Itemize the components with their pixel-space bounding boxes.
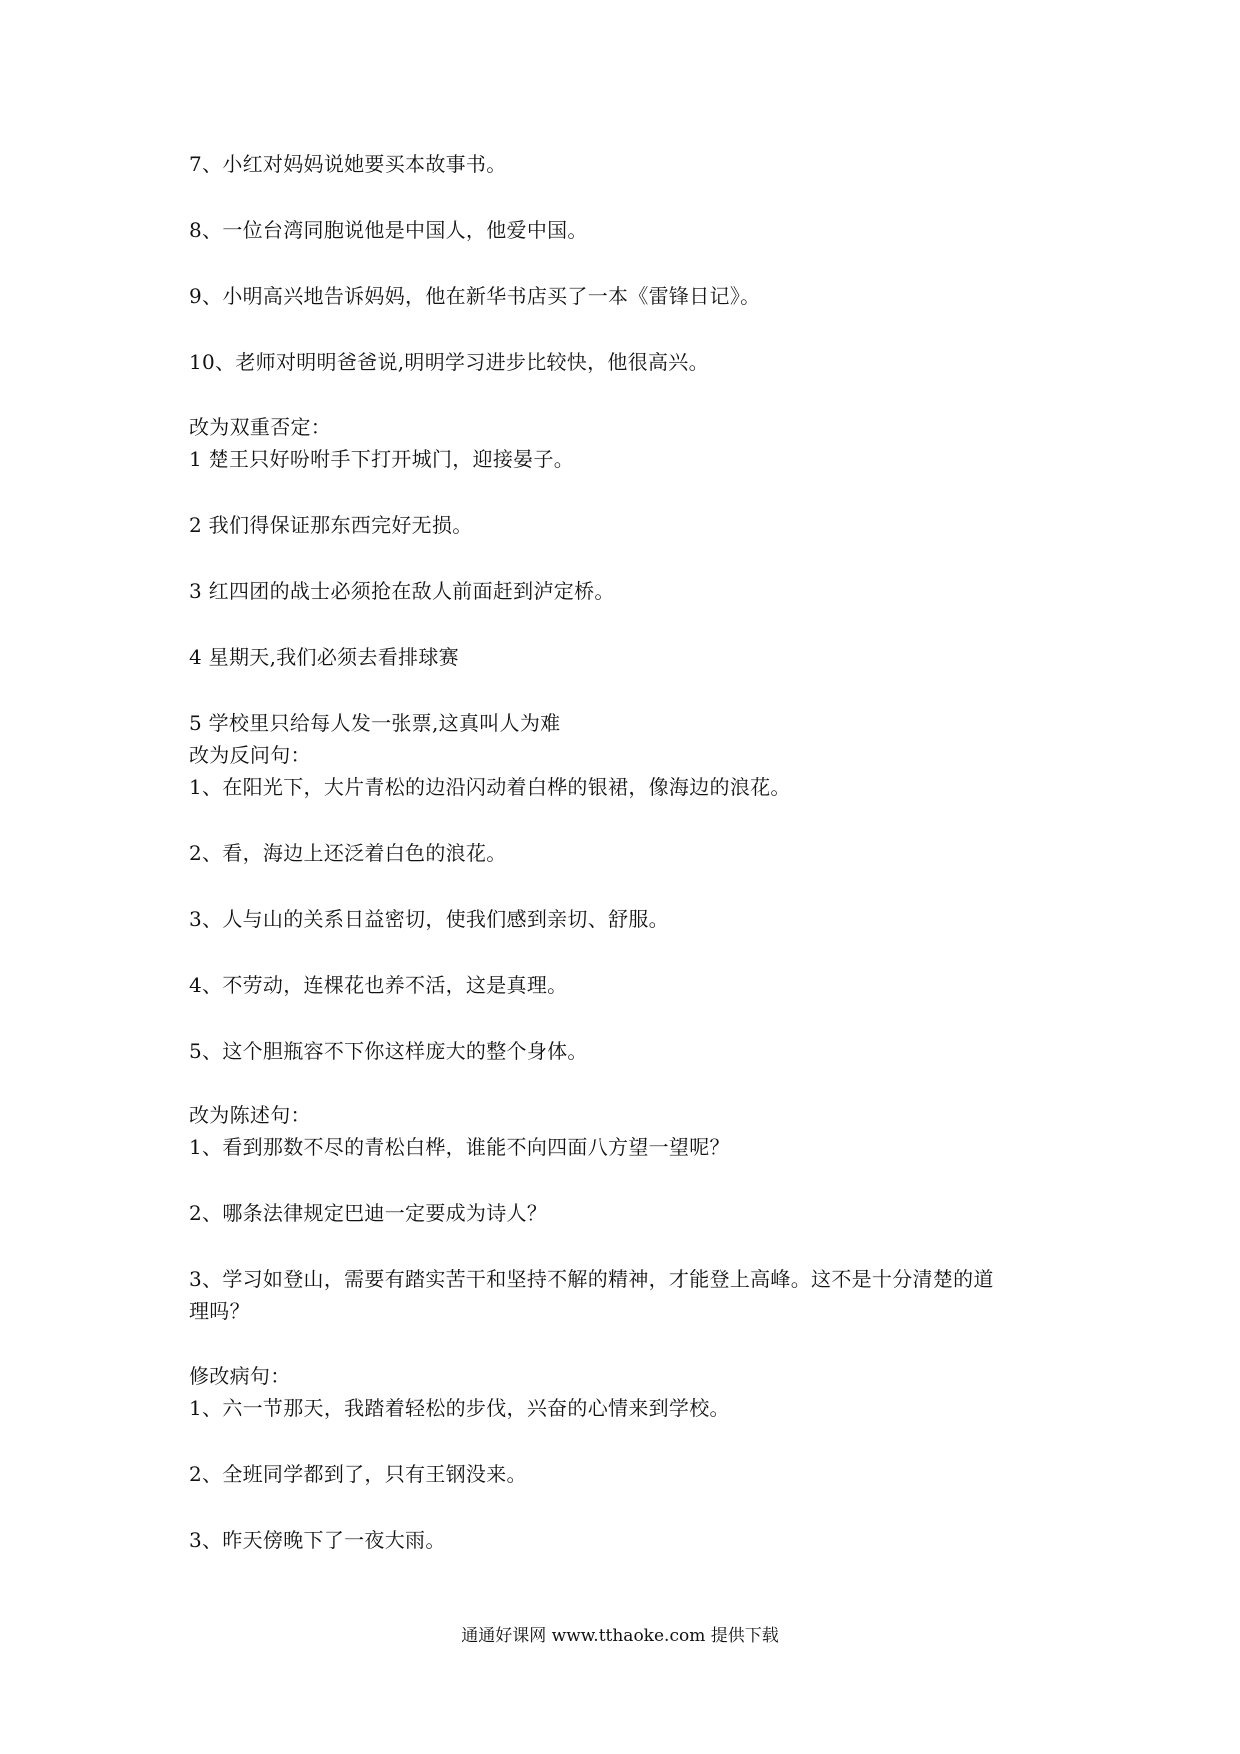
declarative-item-3: 3、学习如登山，需要有踏实苦干和坚持不解的精神，才能登上高峰。这不是十分清楚的道 — [189, 1267, 994, 1291]
rhetorical-item-3: 3、人与山的关系日益密切，使我们感到亲切、舒服。 — [189, 907, 669, 931]
declarative-heading: 改为陈述句： — [189, 1103, 311, 1127]
sentence-item-7: 7、小红对妈妈说她要买本故事书。 — [189, 152, 507, 176]
double-negative-item-4: 4 星期天,我们必须去看排球赛 — [189, 645, 459, 669]
double-negative-item-2: 2 我们得保证那东西完好无损。 — [189, 513, 473, 537]
corrections-heading: 修改病句： — [189, 1364, 291, 1388]
page-footer: 通通好课网 www.tthaoke.com 提供下载 — [461, 1626, 779, 1646]
corrections-item-3: 3、昨天傍晚下了一夜大雨。 — [189, 1528, 446, 1552]
double-negative-item-1: 1 楚王只好吩咐手下打开城门，迎接晏子。 — [189, 447, 575, 471]
sentence-item-8: 8、一位台湾同胞说他是中国人，他爱中国。 — [189, 218, 588, 242]
declarative-item-1: 1、看到那数不尽的青松白桦，谁能不向四面八方望一望呢？ — [189, 1135, 730, 1159]
sentence-item-10: 10、老师对明明爸爸说,明明学习进步比较快，他很高兴。 — [189, 350, 709, 374]
corrections-item-1: 1、六一节那天，我踏着轻松的步伐，兴奋的心情来到学校。 — [189, 1396, 730, 1420]
rhetorical-item-1: 1、在阳光下，大片青松的边沿闪动着白桦的银裙，像海边的浪花。 — [189, 775, 791, 799]
rhetorical-item-5: 5、这个胆瓶容不下你这样庞大的整个身体。 — [189, 1039, 588, 1063]
double-negative-item-5: 5 学校里只给每人发一张票,这真叫人为难 — [189, 711, 561, 735]
rhetorical-item-2: 2、看，海边上还泛着白色的浪花。 — [189, 841, 507, 865]
sentence-item-9: 9、小明高兴地告诉妈妈，他在新华书店买了一本《雷锋日记》。 — [189, 284, 761, 308]
declarative-item-2: 2、哪条法律规定巴迪一定要成为诗人？ — [189, 1201, 548, 1225]
double-negative-heading: 改为双重否定： — [189, 415, 332, 439]
rhetorical-item-4: 4、不劳动，连棵花也养不活，这是真理。 — [189, 973, 568, 997]
double-negative-item-3: 3 红四团的战士必须抢在敌人前面赶到泸定桥。 — [189, 579, 615, 603]
declarative-item-3-continued: 理吗？ — [189, 1299, 250, 1323]
rhetorical-heading: 改为反问句： — [189, 743, 311, 767]
corrections-item-2: 2、全班同学都到了，只有王钢没来。 — [189, 1462, 527, 1486]
